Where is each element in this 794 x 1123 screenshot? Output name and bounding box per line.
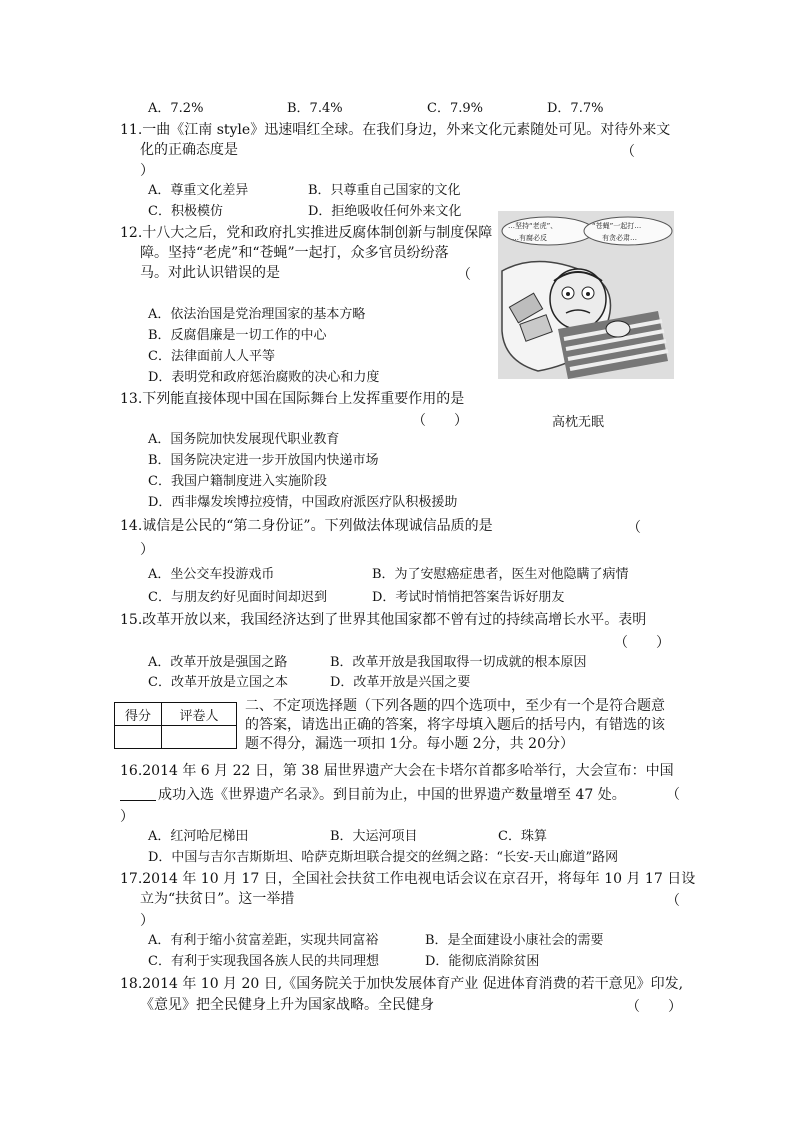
q17-answer-paren-close: ）: [140, 913, 154, 929]
bubble-text-1: …坚持“老虎”、: [508, 222, 558, 230]
q17-stem-line2: 立为“扶贫日”。这一举措: [140, 891, 295, 907]
q16-fill-blank[interactable]: [120, 786, 156, 801]
q17-stem-line1: 17.2014 年 10 月 17 日，全国社会扶贫工作电视电话会议在京召开，将每年 10 月 17 日设: [120, 871, 696, 887]
q11-answer-paren-open: （: [621, 144, 635, 160]
q17-answer-paren-open: （: [666, 893, 680, 909]
q17-option-a: A．有利于缩小贫富差距，实现共同富裕: [148, 933, 379, 948]
q15-option-d: D．改革开放是兴国之要: [330, 675, 471, 690]
q10-option-c: C．7.9%: [427, 101, 483, 116]
q10-option-d: D．7.7%: [547, 101, 604, 116]
section2-instructions-line3: 题不得分，漏选一项扣 1分。每小题 2分，共 20分）: [245, 736, 574, 752]
bubble-text-4: 有贪必肃…: [602, 234, 637, 242]
q17-option-d: D．能彻底消除贫困: [425, 954, 540, 969]
q11-answer-paren-close: ）: [140, 163, 154, 179]
q16-stem-line2-text: 成功入选《世界遗产名录》。到目前为止，中国的世界遗产数量增至 47 处。: [158, 787, 626, 803]
q16-answer-paren-close: ）: [120, 809, 134, 825]
grader-header: 评卷人: [162, 703, 237, 726]
q16-stem-line2: [120, 786, 626, 804]
q13-option-c: C．我国户籍制度进入实施阶段: [148, 474, 327, 489]
q11-option-c: C．积极模仿: [148, 204, 223, 219]
q11-option-b: B．只尊重自己国家的文化: [308, 183, 461, 198]
q11-stem-line2: 化的正确态度是: [140, 142, 238, 158]
q11-option-a: A．尊重文化差异: [148, 183, 249, 198]
q14-option-c: C．与朋友约好见面时间却迟到: [148, 590, 327, 605]
bubble-text-2: “苍蝇”一起打…: [592, 222, 642, 230]
section2-instructions-line2: 的答案，请选出正确的答案，将字母填入题后的括号内，有错选的该: [245, 717, 665, 733]
q17-option-b: B．是全面建设小康社会的需要: [425, 933, 604, 948]
q12-stem-line3: 马。对此认识错误的是: [140, 265, 280, 281]
q14-option-b: B．为了安慰癌症患者，医生对他隐瞒了病情: [372, 567, 629, 582]
q15-stem-line1: 15.改革开放以来，我国经济达到了世界其他国家都不曾有过的持续高增长水平。表明: [120, 612, 647, 628]
q15-option-a: A．改革开放是强国之路: [148, 655, 288, 670]
q12-stem-line2: 障。坚持“老虎”和“苍蝇”一起打，众多官员纷纷落: [140, 245, 449, 261]
q11-option-d: D．拒绝吸收任何外来文化: [308, 204, 462, 219]
q14-answer-paren-open: （: [627, 520, 641, 536]
q13-option-d: D．西非爆发埃博拉疫情，中国政府派医疗队积极援助: [148, 495, 458, 510]
bubble-text-3: …有腐必反: [512, 234, 547, 242]
q17-option-c: C．有利于实现我国各族人民的共同理想: [148, 954, 379, 969]
q15-answer-paren: （ ）: [614, 635, 670, 651]
q12-option-b: B．反腐倡廉是一切工作的中心: [148, 328, 327, 343]
q18-stem-line1: 18.2014 年 10 月 20 日,《国务院关于加快发展体育产业 促进体育消费的若干意见》印发,: [120, 976, 684, 992]
q16-stem-line1: 16.2014 年 6 月 22 日，第 38 届世界遗产大会在卡塔尔首都多哈举行，大会宣布：中国: [120, 763, 674, 779]
q10-option-b: B．7.4%: [287, 101, 343, 116]
q16-option-d: D．中国与吉尔吉斯斯坦、哈萨克斯坦联合提交的丝绸之路：“长安-天山廊道”路网: [148, 850, 619, 865]
q14-option-a: A．坐公交车投游戏币: [148, 567, 275, 582]
anti-corruption-cartoon: [498, 211, 674, 379]
q13-option-b: B．国务院决定进一步开放国内快递市场: [148, 453, 379, 468]
q10-option-a: A．7.2%: [148, 101, 204, 116]
q13-stem-line1: 13.下列能直接体现中国在国际舞台上发挥重要作用的是: [120, 391, 465, 407]
score-cell[interactable]: [115, 726, 162, 749]
q11-stem-line1: 11.一曲《江南 style》迅速唱红全球。在我们身边，外来文化元素随处可见。对待外来文: [120, 122, 671, 138]
cartoon-illustration: [498, 211, 674, 379]
q12-option-c: C．法律面前人人平等: [148, 349, 275, 364]
score-table: [114, 702, 237, 749]
q14-option-d: D．考试时悄悄把答案告诉好朋友: [372, 590, 565, 605]
q13-option-a: A．国务院加快发展现代职业教育: [148, 432, 340, 447]
q18-stem-line2: 《意见》把全民健身上升为国家战略。全民健身: [140, 997, 434, 1013]
q14-answer-paren-close: ）: [140, 542, 154, 558]
score-header: 得分: [115, 703, 162, 726]
q12-stem-line1: 12.十八大之后，党和政府扎实推进反腐体制创新与制度保障: [120, 225, 493, 241]
section2-instructions-line1: 二、不定项选择题（下列各题的四个选项中，至少有一个是符合题意: [245, 698, 665, 714]
q16-option-c: C．珠算: [498, 829, 547, 844]
q12-option-d: D．表明党和政府惩治腐败的决心和力度: [148, 370, 380, 385]
q16-option-b: B．大运河项目: [330, 829, 418, 844]
grader-cell[interactable]: [162, 726, 237, 749]
q12-option-a: A．依法治国是党治理国家的基本方略: [148, 307, 366, 322]
q12-answer-paren-open: （: [457, 267, 471, 283]
q18-answer-paren: （ ）: [626, 999, 682, 1015]
q16-option-a: A．红河哈尼梯田: [148, 829, 249, 844]
q13-answer-paren: （ ）: [412, 413, 468, 429]
q16-answer-paren-open: （: [666, 787, 680, 803]
q15-option-c: C．改革开放是立国之本: [148, 675, 288, 690]
cartoon-caption: 高枕无眠: [552, 415, 605, 430]
q14-stem-line1: 14.诚信是公民的“第二身份证”。下列做法体现诚信品质的是: [120, 518, 493, 534]
q15-option-b: B．改革开放是我国取得一切成就的根本原因: [330, 655, 587, 670]
